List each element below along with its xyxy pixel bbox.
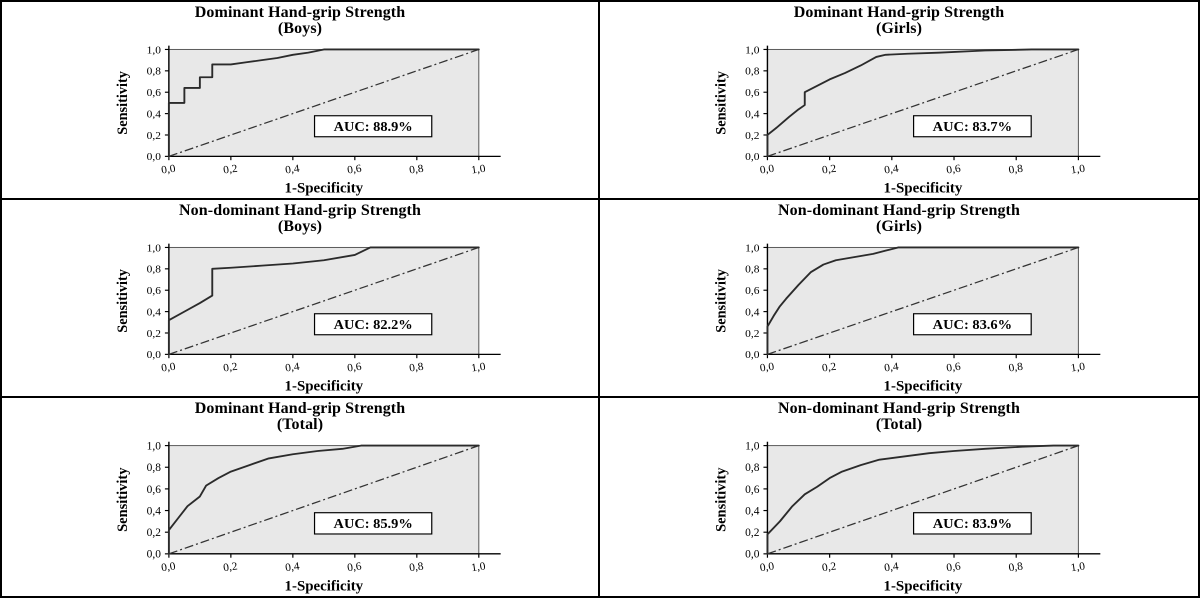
- y-tick-label: 0,0: [146, 150, 161, 163]
- x-tick-label: 0,2: [821, 360, 838, 375]
- x-tick-label: 0,4: [284, 162, 301, 177]
- y-tick-label: 1,0: [146, 242, 161, 254]
- x-axis-label: 1-Specificity: [883, 180, 963, 197]
- y-tick-label: 0,8: [146, 461, 161, 474]
- y-tick-label: 0,0: [146, 348, 161, 361]
- y-tick-label: 0,4: [146, 108, 161, 120]
- y-axis-label: Sensitivity: [114, 70, 132, 135]
- y-tick-label: 0,4: [745, 108, 760, 120]
- panel-title: [778, 401, 1020, 434]
- x-tick-label: 0,0: [160, 560, 177, 574]
- y-tick-label: 0,4: [146, 306, 161, 318]
- y-tick-label: 0,8: [146, 65, 161, 78]
- y-tick-label: 0,2: [745, 327, 760, 340]
- x-tick-label: 1,0: [470, 360, 487, 375]
- x-tick-label: 0,0: [160, 360, 177, 375]
- x-tick-label: 0,8: [1007, 162, 1024, 177]
- auc-annotation-label: AUC: 83.6%: [932, 316, 1013, 333]
- roc-chart: [2, 434, 598, 596]
- x-tick-label: 0,8: [408, 560, 425, 574]
- auc-annotation-label: AUC: 82.2%: [333, 316, 413, 333]
- y-tick-label: 0,4: [745, 306, 760, 318]
- panel-title-line2: (Boys): [277, 218, 323, 236]
- x-axis-label: 1-Specificity: [883, 578, 963, 595]
- y-axis-label: Sensitivity: [713, 70, 730, 135]
- auc-annotation-label: AUC: 85.9%: [333, 515, 413, 532]
- x-tick-label: 0,4: [883, 162, 900, 177]
- x-tick-label: 0,0: [759, 360, 775, 375]
- panel-title-line2: (Total): [276, 416, 324, 434]
- roc-chart: [600, 236, 1198, 396]
- y-tick-label: 0,0: [745, 548, 760, 561]
- y-tick-label: 0,6: [146, 483, 161, 496]
- panel-nondominant-total: [600, 398, 1198, 596]
- panel-title-line2: (Total): [875, 416, 923, 434]
- y-tick-label: 1,0: [146, 440, 161, 453]
- y-tick-label: 0,0: [745, 151, 760, 163]
- panel-title-line2: (Girls): [875, 20, 923, 38]
- y-tick-label: 0,8: [745, 65, 760, 78]
- panel-nondominant-girls: [600, 200, 1198, 398]
- x-tick-label: 1,0: [470, 560, 487, 574]
- x-tick-label: 0,2: [222, 560, 239, 574]
- x-tick-label: 0,6: [945, 360, 962, 375]
- y-tick-label: 0,6: [745, 86, 760, 99]
- panel-title-line1: Dominant Hand-grip Strength: [194, 4, 406, 21]
- x-tick-label: 0,2: [821, 560, 838, 574]
- y-tick-label: 0,8: [745, 461, 760, 474]
- panel-title: [195, 401, 405, 434]
- panel-dominant-girls: [600, 2, 1198, 200]
- panel-title-line1: Non-dominant Hand-grip Strength: [778, 400, 1020, 417]
- y-tick-label: 1,0: [146, 44, 161, 56]
- panel-dominant-total: [2, 398, 600, 596]
- x-tick-label: 0,0: [759, 560, 775, 574]
- panel-dominant-boys: [2, 2, 600, 200]
- panel-title: [179, 203, 421, 236]
- y-tick-label: 0,4: [146, 505, 161, 517]
- x-tick-label: 0,4: [284, 560, 301, 574]
- panel-title-line2: (Girls): [875, 218, 923, 236]
- y-axis-label: Sensitivity: [713, 467, 730, 532]
- roc-chart: [2, 38, 598, 198]
- x-tick-label: 0,4: [883, 360, 900, 375]
- panel-title-line2: (Boys): [277, 20, 323, 38]
- panel-title-line1: Non-dominant Hand-grip Strength: [179, 202, 421, 219]
- panel-title-line1: Non-dominant Hand-grip Strength: [778, 202, 1020, 219]
- x-tick-label: 1,0: [1070, 162, 1086, 177]
- roc-chart: [600, 38, 1198, 198]
- x-tick-label: 0,6: [945, 560, 962, 574]
- x-tick-label: 0,2: [821, 162, 838, 177]
- x-axis-label: 1-Specificity: [284, 578, 364, 595]
- plot-area: [2, 434, 598, 596]
- x-tick-label: 0,6: [346, 360, 363, 375]
- y-tick-label: 0,0: [146, 548, 161, 561]
- x-tick-label: 0,0: [160, 162, 177, 177]
- auc-annotation-label: AUC: 88.9%: [333, 118, 413, 135]
- plot-area: [2, 236, 598, 396]
- y-tick-label: 0,6: [745, 284, 760, 297]
- x-tick-label: 0,4: [883, 560, 900, 574]
- x-axis-label: 1-Specificity: [284, 378, 364, 395]
- x-tick-label: 1,0: [1070, 360, 1086, 375]
- x-tick-label: 1,0: [470, 162, 487, 177]
- x-tick-label: 1,0: [1070, 560, 1086, 574]
- x-tick-label: 0,2: [222, 360, 239, 375]
- panel-title-line1: Dominant Hand-grip Strength: [793, 4, 1005, 21]
- y-axis-label: Sensitivity: [713, 268, 730, 333]
- plot-area: [600, 236, 1198, 396]
- x-tick-label: 0,6: [945, 162, 962, 177]
- x-tick-label: 0,4: [284, 360, 301, 375]
- y-tick-label: 1,0: [745, 44, 760, 56]
- y-tick-label: 0,4: [745, 505, 760, 517]
- y-tick-label: 1,0: [745, 242, 760, 254]
- y-tick-label: 0,2: [146, 327, 161, 340]
- x-axis-label: 1-Specificity: [284, 180, 364, 197]
- x-tick-label: 0,8: [408, 360, 425, 375]
- y-axis-label: Sensitivity: [114, 467, 132, 532]
- x-tick-label: 0,8: [408, 162, 425, 177]
- x-tick-label: 0,2: [222, 162, 239, 177]
- x-axis-label: 1-Specificity: [883, 378, 963, 395]
- x-tick-label: 0,8: [1007, 360, 1024, 375]
- y-tick-label: 0,8: [745, 263, 760, 276]
- y-tick-label: 0,2: [146, 526, 161, 539]
- x-tick-label: 0,6: [346, 560, 363, 574]
- x-tick-label: 0,6: [346, 162, 363, 177]
- y-tick-label: 0,2: [146, 129, 161, 142]
- roc-chart: [2, 236, 598, 396]
- y-tick-label: 0,6: [146, 86, 161, 99]
- plot-area: [2, 38, 598, 198]
- panel-nondominant-boys: [2, 200, 600, 398]
- y-tick-label: 0,6: [745, 483, 760, 496]
- roc-chart: [600, 434, 1198, 596]
- panel-title: [794, 5, 1004, 38]
- y-tick-label: 0,0: [745, 349, 760, 361]
- x-tick-label: 0,0: [759, 162, 775, 177]
- plot-area: [600, 434, 1198, 596]
- y-tick-label: 1,0: [745, 440, 760, 453]
- auc-annotation-label: AUC: 83.7%: [932, 118, 1013, 135]
- panel-title-line1: Dominant Hand-grip Strength: [194, 400, 406, 417]
- plot-area: [600, 38, 1198, 198]
- x-tick-label: 0,8: [1007, 560, 1024, 574]
- y-tick-label: 0,2: [745, 526, 760, 539]
- y-tick-label: 0,8: [146, 263, 161, 276]
- y-axis-label: Sensitivity: [114, 268, 132, 333]
- panel-title: [778, 203, 1020, 236]
- panel-title: [195, 5, 405, 38]
- y-tick-label: 0,6: [146, 284, 161, 297]
- auc-annotation-label: AUC: 83.9%: [932, 515, 1013, 532]
- y-tick-label: 0,2: [745, 129, 760, 142]
